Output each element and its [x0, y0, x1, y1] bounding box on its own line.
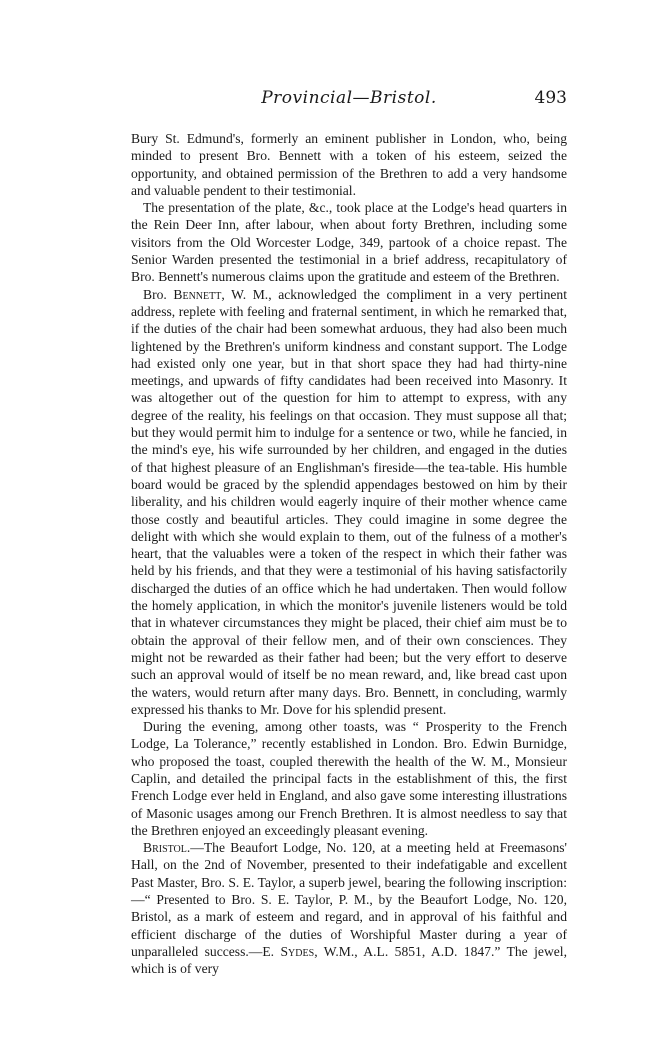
paragraph-presentation: The presentation of the plate, &c., took place at the Lodge's head quarters in the Rein Deer Inn, after labour, when about forty Brethren, including some visitors from the Old Worcester Lodge, 349, partook of a choice repast. The Senior Warden presented the testimonial in a brief address, recapitulatory of Bro. Bennett's numerous claims upon the gratitude and esteem of the Brethren.: [131, 200, 567, 285]
book-page: [131, 88, 567, 978]
name-bennett: Bennett: [173, 286, 222, 302]
name-sydes: Sydes: [280, 943, 315, 959]
paragraph-bennett-address: Bro. Bennett, W. M., acknowledged the compliment in a very pertinent address, replete with feeling and fraternal sentiment, in which he remarked that, if the duties of the chair had been somewhat arduous, they had also been much lightened by the Brethren's uniform kindness and constant support. The Lodge had existed only one year, but in that short space they had had thirty-nine meetings, and upwards of fifty candidates had been received into Masonry. It was altogether out of the question for him to attempt to express, with any degree of the reality, his feelings on that occasion. They must suppose all that; but they would permit him to indulge for a sentence or two, while he fancied, in the mind's eye, his wife surrounded by her children, and engaged in the duties of that highest pleasure of an Englishman's fireside—the tea-table. His humble board would be graced by the splendid appendages bestowed on him by their liberality, and his children would eagerly inquire of their mother whence came those costly and beautiful articles. They could imagine in some degree the delight with which she would explain to them, out of the fulness of a mother's heart, that the valuables were a token of the respect in which their father was held by his friends, and that they were a testimonial of his having satisfactorily discharged the duties of an office which he had undertaken. Then would follow the homely application, in which the monitor's juvenile listeners would be told that in whatever circumstances they might be placed, their chief aim must be to obtain the approval of their fellow men, and of their own consciences. They might not be rewarded as their father had been; but the very effort to deserve such an approval would of itself be no mean reward, and, like bread cast upon the waters, would return after many days. Bro. Bennett, in concluding, warmly expressed his thanks to Mr. Dove for his splendid present.: [131, 286, 568, 717]
paragraph-evening-toasts: During the evening, among other toasts, was “ Prosperity to the French Lodge, La Tolerance,” recently established in London. Bro. Edwin Burnidge, who proposed the toast, coupled therewith the health of the W. M., Monsieur Caplin, and detailed the principal facts in the establishment of this, the first French Lodge ever held in England, and also gave some interesting illustrations of Masonic usages among our French Brethren. It is almost needless to say that the Brethren enjoyed an exceedingly pleasant evening.: [131, 719, 567, 838]
page-number: 493: [534, 88, 567, 108]
page-header: [131, 88, 567, 118]
paragraph-bristol: Bristol.—The Beaufort Lodge, No. 120, at a meeting held at Freemasons' Hall, on the 2nd of November, presented to their indefatigable and excellent Past Master, Bro. S. E. Taylor, a superb jewel, bearing the following inscription:—“ Presented to Bro. S. E. Taylor, P. M., by the Beaufort Lodge, No. 120, Bristol, as a mark of esteem and regard, and in approval of his faithful and efficient discharge of the duties of Worshipful Master during a year of unparalleled success.—E. Sydes, W.M., A.L. 5851, A.D. 1847.” The jewel, which is of very: [131, 840, 567, 977]
running-title: Provincial—Bristol.: [261, 88, 437, 108]
place-bristol: Bristol: [143, 840, 187, 856]
body-text: [131, 130, 567, 978]
paragraph-continuation: Bury St. Edmund's, formerly an eminent publisher in London, who, being minded to present Bro. Bennett with a token of his esteem, seized the opportunity, and obtained permission of the Brethren to add a very handsome and valuable pendent to their testimonial.: [131, 131, 567, 198]
